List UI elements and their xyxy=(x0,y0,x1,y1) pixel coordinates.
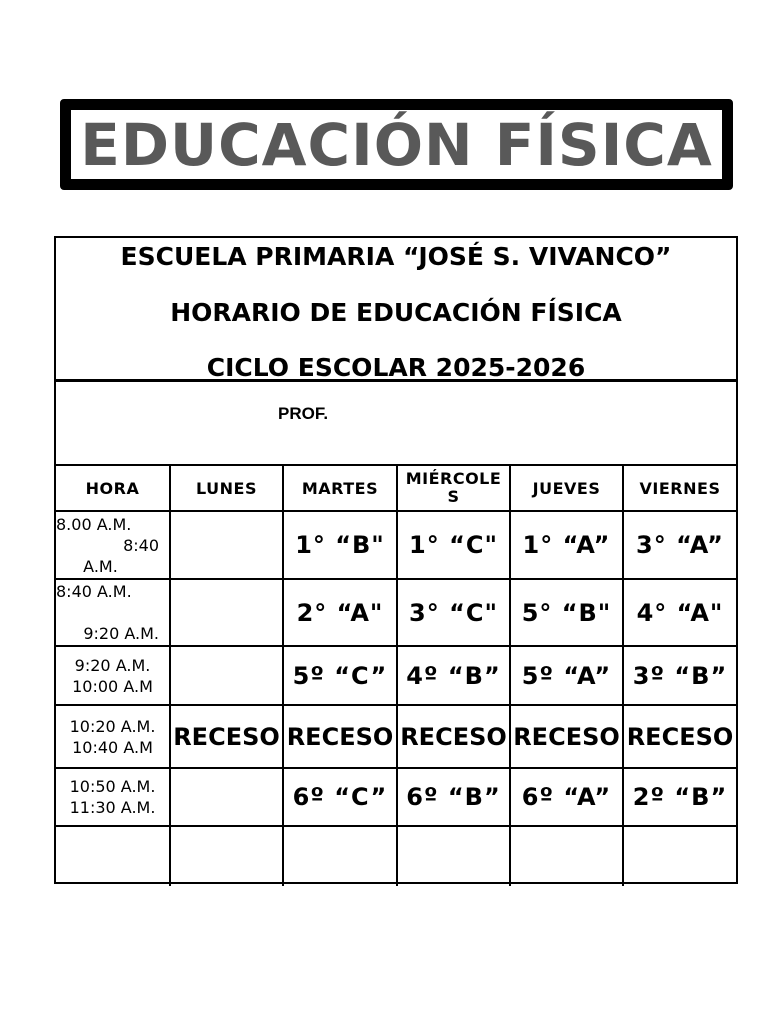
school-year: CICLO ESCOLAR 2025-2026 xyxy=(206,353,586,382)
time-start: 10:20 A.M. xyxy=(69,716,156,736)
cell-viernes: 3° “A” xyxy=(623,511,736,579)
cell-miercoles xyxy=(397,826,510,886)
col-header-lunes: LUNES xyxy=(170,466,283,511)
recess-martes: RECESO xyxy=(283,705,397,768)
time-cell xyxy=(56,511,170,579)
col-header-jueves: JUEVES xyxy=(510,466,623,511)
time-cell xyxy=(56,705,170,768)
cell-jueves: 5° “B" xyxy=(510,579,623,646)
table-row xyxy=(56,768,736,826)
recess-lunes: RECESO xyxy=(170,705,283,768)
time-start: 9:20 A.M. xyxy=(74,655,151,675)
table-row-recess xyxy=(56,705,736,768)
time-spacer xyxy=(56,602,169,623)
page-title: EDUCACIÓN FÍSICA xyxy=(80,110,713,179)
cell-martes: 1° “B" xyxy=(283,511,397,579)
time-cell xyxy=(56,826,170,886)
cell-viernes: 3º “B” xyxy=(623,646,736,705)
school-name: ESCUELA PRIMARIA “JOSÉ S. VIVANCO” xyxy=(120,242,672,271)
cell-martes: 6º “C” xyxy=(283,768,397,826)
col-header-viernes: VIERNES xyxy=(623,466,736,511)
time-end: 10:40 A.M xyxy=(72,737,153,757)
cell-martes: 5º “C” xyxy=(283,646,397,705)
table-row xyxy=(56,511,736,579)
cell-jueves: 5º “A” xyxy=(510,646,623,705)
cell-miercoles: 3° “C" xyxy=(397,579,510,646)
cell-jueves: 6º “A” xyxy=(510,768,623,826)
table-row-empty xyxy=(56,826,736,886)
time-end: 10:00 A.M xyxy=(72,676,153,696)
cell-jueves: 1° “A” xyxy=(510,511,623,579)
time-end: 8:40 xyxy=(123,535,159,555)
time-end: 9:20 A.M. xyxy=(83,624,159,643)
table-row xyxy=(56,579,736,646)
schedule-table xyxy=(56,466,736,886)
cell-miercoles: 4º “B” xyxy=(397,646,510,705)
table-row xyxy=(56,646,736,705)
cell-lunes xyxy=(170,579,283,646)
teacher-label: PROF. xyxy=(278,404,329,423)
cell-lunes xyxy=(170,826,283,886)
time-cell xyxy=(56,768,170,826)
schedule-header xyxy=(56,238,736,382)
title-banner-inner xyxy=(71,110,722,179)
time-end-suffix: A.M. xyxy=(83,556,118,576)
table-header-row xyxy=(56,466,736,511)
time-start: 10:50 A.M. xyxy=(69,777,156,796)
cell-martes: 2° “A" xyxy=(283,579,397,646)
schedule-title: HORARIO DE EDUCACIÓN FÍSICA xyxy=(170,298,622,327)
time-end: 11:30 A.M. xyxy=(69,798,156,817)
cell-viernes: 2º “B” xyxy=(623,768,736,826)
time-cell xyxy=(56,579,170,646)
cell-miercoles: 1° “C" xyxy=(397,511,510,579)
time-cell xyxy=(56,646,170,705)
teacher-block xyxy=(56,382,736,466)
cell-miercoles: 6º “B” xyxy=(397,768,510,826)
col-header-miercoles: MIÉRCOLES xyxy=(397,466,510,511)
col-header-hora: HORA xyxy=(56,466,170,511)
recess-jueves: RECESO xyxy=(510,705,623,768)
cell-viernes xyxy=(623,826,736,886)
recess-miercoles: RECESO xyxy=(397,705,510,768)
cell-viernes: 4° “A" xyxy=(623,579,736,646)
cell-lunes xyxy=(170,511,283,579)
schedule-sheet xyxy=(54,236,738,884)
cell-jueves xyxy=(510,826,623,886)
cell-martes xyxy=(283,826,397,886)
recess-viernes: RECESO xyxy=(623,705,736,768)
cell-lunes xyxy=(170,646,283,705)
time-start: 8:40 A.M. xyxy=(56,582,132,601)
cell-lunes xyxy=(170,768,283,826)
title-banner xyxy=(60,99,733,190)
col-header-martes: MARTES xyxy=(283,466,397,511)
time-start: 8.00 A.M. xyxy=(56,514,132,534)
